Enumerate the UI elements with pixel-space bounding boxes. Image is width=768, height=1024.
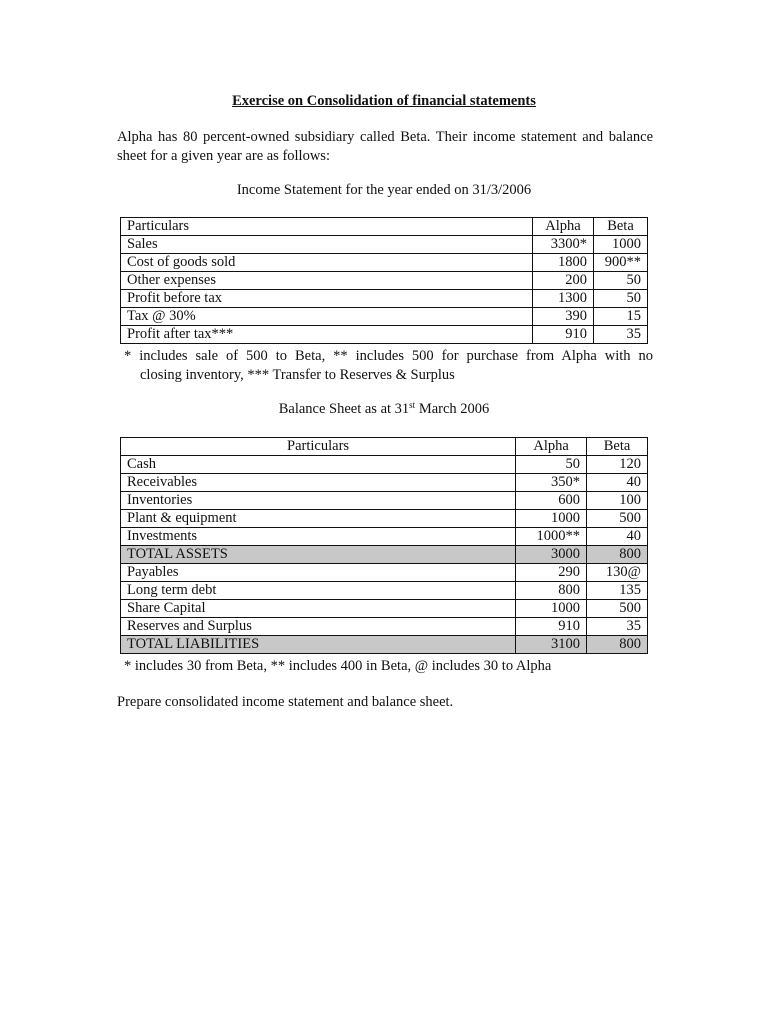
alpha-value: 1000 — [516, 510, 587, 528]
table-row — [121, 254, 648, 272]
table-row — [121, 272, 648, 290]
table-row — [121, 564, 648, 582]
beta-value: 130@ — [587, 564, 648, 582]
beta-value: 800 — [587, 546, 648, 564]
row-label: Investments — [121, 528, 516, 546]
row-label: TOTAL ASSETS — [121, 546, 516, 564]
beta-value: 900** — [594, 254, 648, 272]
beta-value: 50 — [594, 290, 648, 308]
alpha-value: 3000 — [516, 546, 587, 564]
alpha-value: 390 — [533, 308, 594, 326]
table-row — [121, 474, 648, 492]
row-label: TOTAL LIABILITIES — [121, 636, 516, 654]
row-label: Profit after tax*** — [121, 326, 533, 344]
row-label: Payables — [121, 564, 516, 582]
table-row — [121, 528, 648, 546]
total-assets-row — [121, 546, 648, 564]
closing-instruction: Prepare consolidated income statement and balance sheet. — [117, 694, 454, 710]
balance-sheet-footnote: * includes 30 from Beta, ** includes 400 in Beta, @ includes 30 to Alpha — [124, 658, 552, 674]
balance-sheet-caption — [0, 401, 768, 418]
row-label: Cash — [121, 456, 516, 474]
header-alpha: Alpha — [516, 438, 587, 456]
income-statement-caption: Income Statement for the year ended on 31/3/2006 — [236, 182, 532, 198]
table-header-row — [121, 438, 648, 456]
row-label: Share Capital — [121, 600, 516, 618]
beta-value: 35 — [587, 618, 648, 636]
intro-paragraph: Alpha has 80 percent-owned subsidiary called Beta. Their income statement and balance sheet for a given year are as follows: — [117, 129, 653, 164]
balance-sheet-table — [120, 437, 648, 654]
alpha-value: 350* — [516, 474, 587, 492]
table-row — [121, 236, 648, 254]
alpha-value: 50 — [516, 456, 587, 474]
header-alpha: Alpha — [533, 218, 594, 236]
table-row — [121, 290, 648, 308]
alpha-value: 1000 — [516, 600, 587, 618]
alpha-value: 1800 — [533, 254, 594, 272]
income-statement-table — [120, 217, 648, 344]
alpha-value: 910 — [516, 618, 587, 636]
alpha-value: 600 — [516, 492, 587, 510]
alpha-value: 3100 — [516, 636, 587, 654]
alpha-value: 1300 — [533, 290, 594, 308]
beta-value: 100 — [587, 492, 648, 510]
row-label: Profit before tax — [121, 290, 533, 308]
alpha-value: 800 — [516, 582, 587, 600]
beta-value: 15 — [594, 308, 648, 326]
table-row — [121, 456, 648, 474]
alpha-value: 910 — [533, 326, 594, 344]
header-beta: Beta — [594, 218, 648, 236]
caption-superscript: st — [409, 400, 416, 410]
alpha-value: 3300* — [533, 236, 594, 254]
alpha-value: 1000** — [516, 528, 587, 546]
beta-value: 120 — [587, 456, 648, 474]
table-row — [121, 600, 648, 618]
table-row — [121, 326, 648, 344]
beta-value: 40 — [587, 528, 648, 546]
alpha-value: 200 — [533, 272, 594, 290]
row-label: Long term debt — [121, 582, 516, 600]
row-label: Inventories — [121, 492, 516, 510]
footnote-line-1: * includes sale of 500 to Beta, ** includes 500 for purchase from Alpha with no — [124, 348, 653, 364]
header-particulars: Particulars — [121, 218, 533, 236]
beta-value: 1000 — [594, 236, 648, 254]
beta-value: 50 — [594, 272, 648, 290]
row-label: Cost of goods sold — [121, 254, 533, 272]
total-liabilities-row — [121, 636, 648, 654]
beta-value: 35 — [594, 326, 648, 344]
beta-value: 40 — [587, 474, 648, 492]
table-header-row — [121, 218, 648, 236]
caption-main: Balance Sheet as at 31 — [278, 401, 410, 417]
row-label: Plant & equipment — [121, 510, 516, 528]
beta-value: 135 — [587, 582, 648, 600]
table-row — [121, 308, 648, 326]
table-row — [121, 510, 648, 528]
income-statement-footnote — [124, 347, 653, 385]
table-row — [121, 492, 648, 510]
header-particulars: Particulars — [121, 438, 516, 456]
row-label: Receivables — [121, 474, 516, 492]
alpha-value: 290 — [516, 564, 587, 582]
row-label: Sales — [121, 236, 533, 254]
row-label: Tax @ 30% — [121, 308, 533, 326]
table-row — [121, 618, 648, 636]
page-title: Exercise on Consolidation of financial statements — [232, 93, 536, 109]
footnote-line-2: closing inventory, *** Transfer to Reserves & Surplus — [140, 367, 455, 383]
table-row — [121, 582, 648, 600]
row-label: Reserves and Surplus — [121, 618, 516, 636]
beta-value: 500 — [587, 510, 648, 528]
beta-value: 800 — [587, 636, 648, 654]
caption-tail: March 2006 — [415, 401, 490, 417]
row-label: Other expenses — [121, 272, 533, 290]
beta-value: 500 — [587, 600, 648, 618]
header-beta: Beta — [587, 438, 648, 456]
